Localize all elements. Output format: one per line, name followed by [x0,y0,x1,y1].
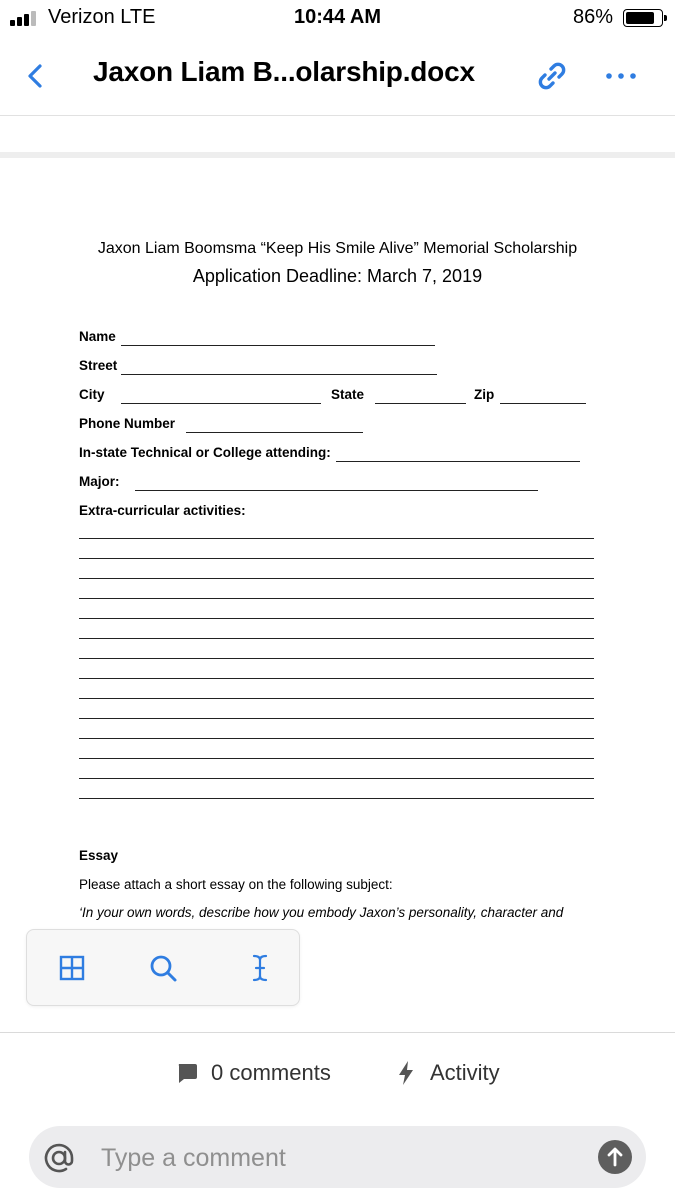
activities-line [79,598,594,599]
activities-line [79,778,594,779]
street-line [121,374,437,375]
status-bar [0,0,675,38]
major-label: Major: [79,474,120,489]
activities-line [79,738,594,739]
battery-percent: 86% [572,6,613,28]
activities-line [79,578,594,579]
college-label: In-state Technical or College attending: [79,445,331,460]
phone-label: Phone Number [79,416,176,431]
street-label: Street [79,358,118,373]
essay-prompt: ‘In your own words, describe how you embody Jaxon’s personality, character and [79,905,564,920]
send-arrow-icon [598,1140,632,1174]
zip-label: Zip [474,387,495,402]
activities-line [79,558,594,559]
grid-icon[interactable] [56,952,88,984]
at-sign-icon[interactable] [41,1140,77,1176]
activities-line [79,698,594,699]
essay-instruction: Please attach a short essay on the following subject: [79,877,393,892]
activities-line [79,538,594,539]
activities-label: Extra-curricular activities: [79,503,246,518]
scholarship-heading: Jaxon Liam Boomsma “Keep His Smile Alive” Memorial Scholarship [97,240,578,257]
lightning-icon[interactable] [396,1060,416,1086]
activities-line [79,618,594,619]
comments-count[interactable]: 0 comments [211,1060,331,1085]
battery-icon [623,9,663,27]
comment-input[interactable] [99,1136,583,1180]
document-toolbar [26,929,300,1006]
comment-icon[interactable] [176,1062,198,1084]
application-deadline: Application Deadline: March 7, 2019 [192,266,483,286]
battery-level [626,12,654,24]
activities-line [79,678,594,679]
activities-line [79,638,594,639]
major-line [135,490,538,491]
footer-divider [0,1032,675,1033]
comment-composer [29,1126,646,1188]
city-label: City [79,387,105,402]
more-horizontal-icon[interactable] [604,72,638,80]
carrier-label: Verizon LTE [48,6,156,28]
essay-heading: Essay [79,848,119,863]
activities-line [79,798,594,799]
state-line [375,403,466,404]
search-icon[interactable] [147,952,179,984]
college-line [336,461,580,462]
name-line [121,345,435,346]
document-page[interactable] [0,158,675,1030]
state-label: State [331,387,365,402]
activities-line [79,758,594,759]
activities-line [79,658,594,659]
chevron-left-icon[interactable] [22,58,50,94]
send-button[interactable] [598,1140,632,1174]
document-title: Jaxon Liam B...olarship.docx [93,56,475,87]
comments-activity-bar [0,1055,675,1095]
zip-line [500,403,586,404]
navigation-bar [0,38,675,116]
link-icon[interactable] [534,58,570,94]
city-line [121,403,321,404]
activities-line [79,718,594,719]
activity-link[interactable]: Activity [430,1060,500,1085]
clock: 10:44 AM [293,6,382,28]
phone-line [186,432,363,433]
text-cursor-icon[interactable] [244,952,276,984]
name-label: Name [79,329,116,344]
